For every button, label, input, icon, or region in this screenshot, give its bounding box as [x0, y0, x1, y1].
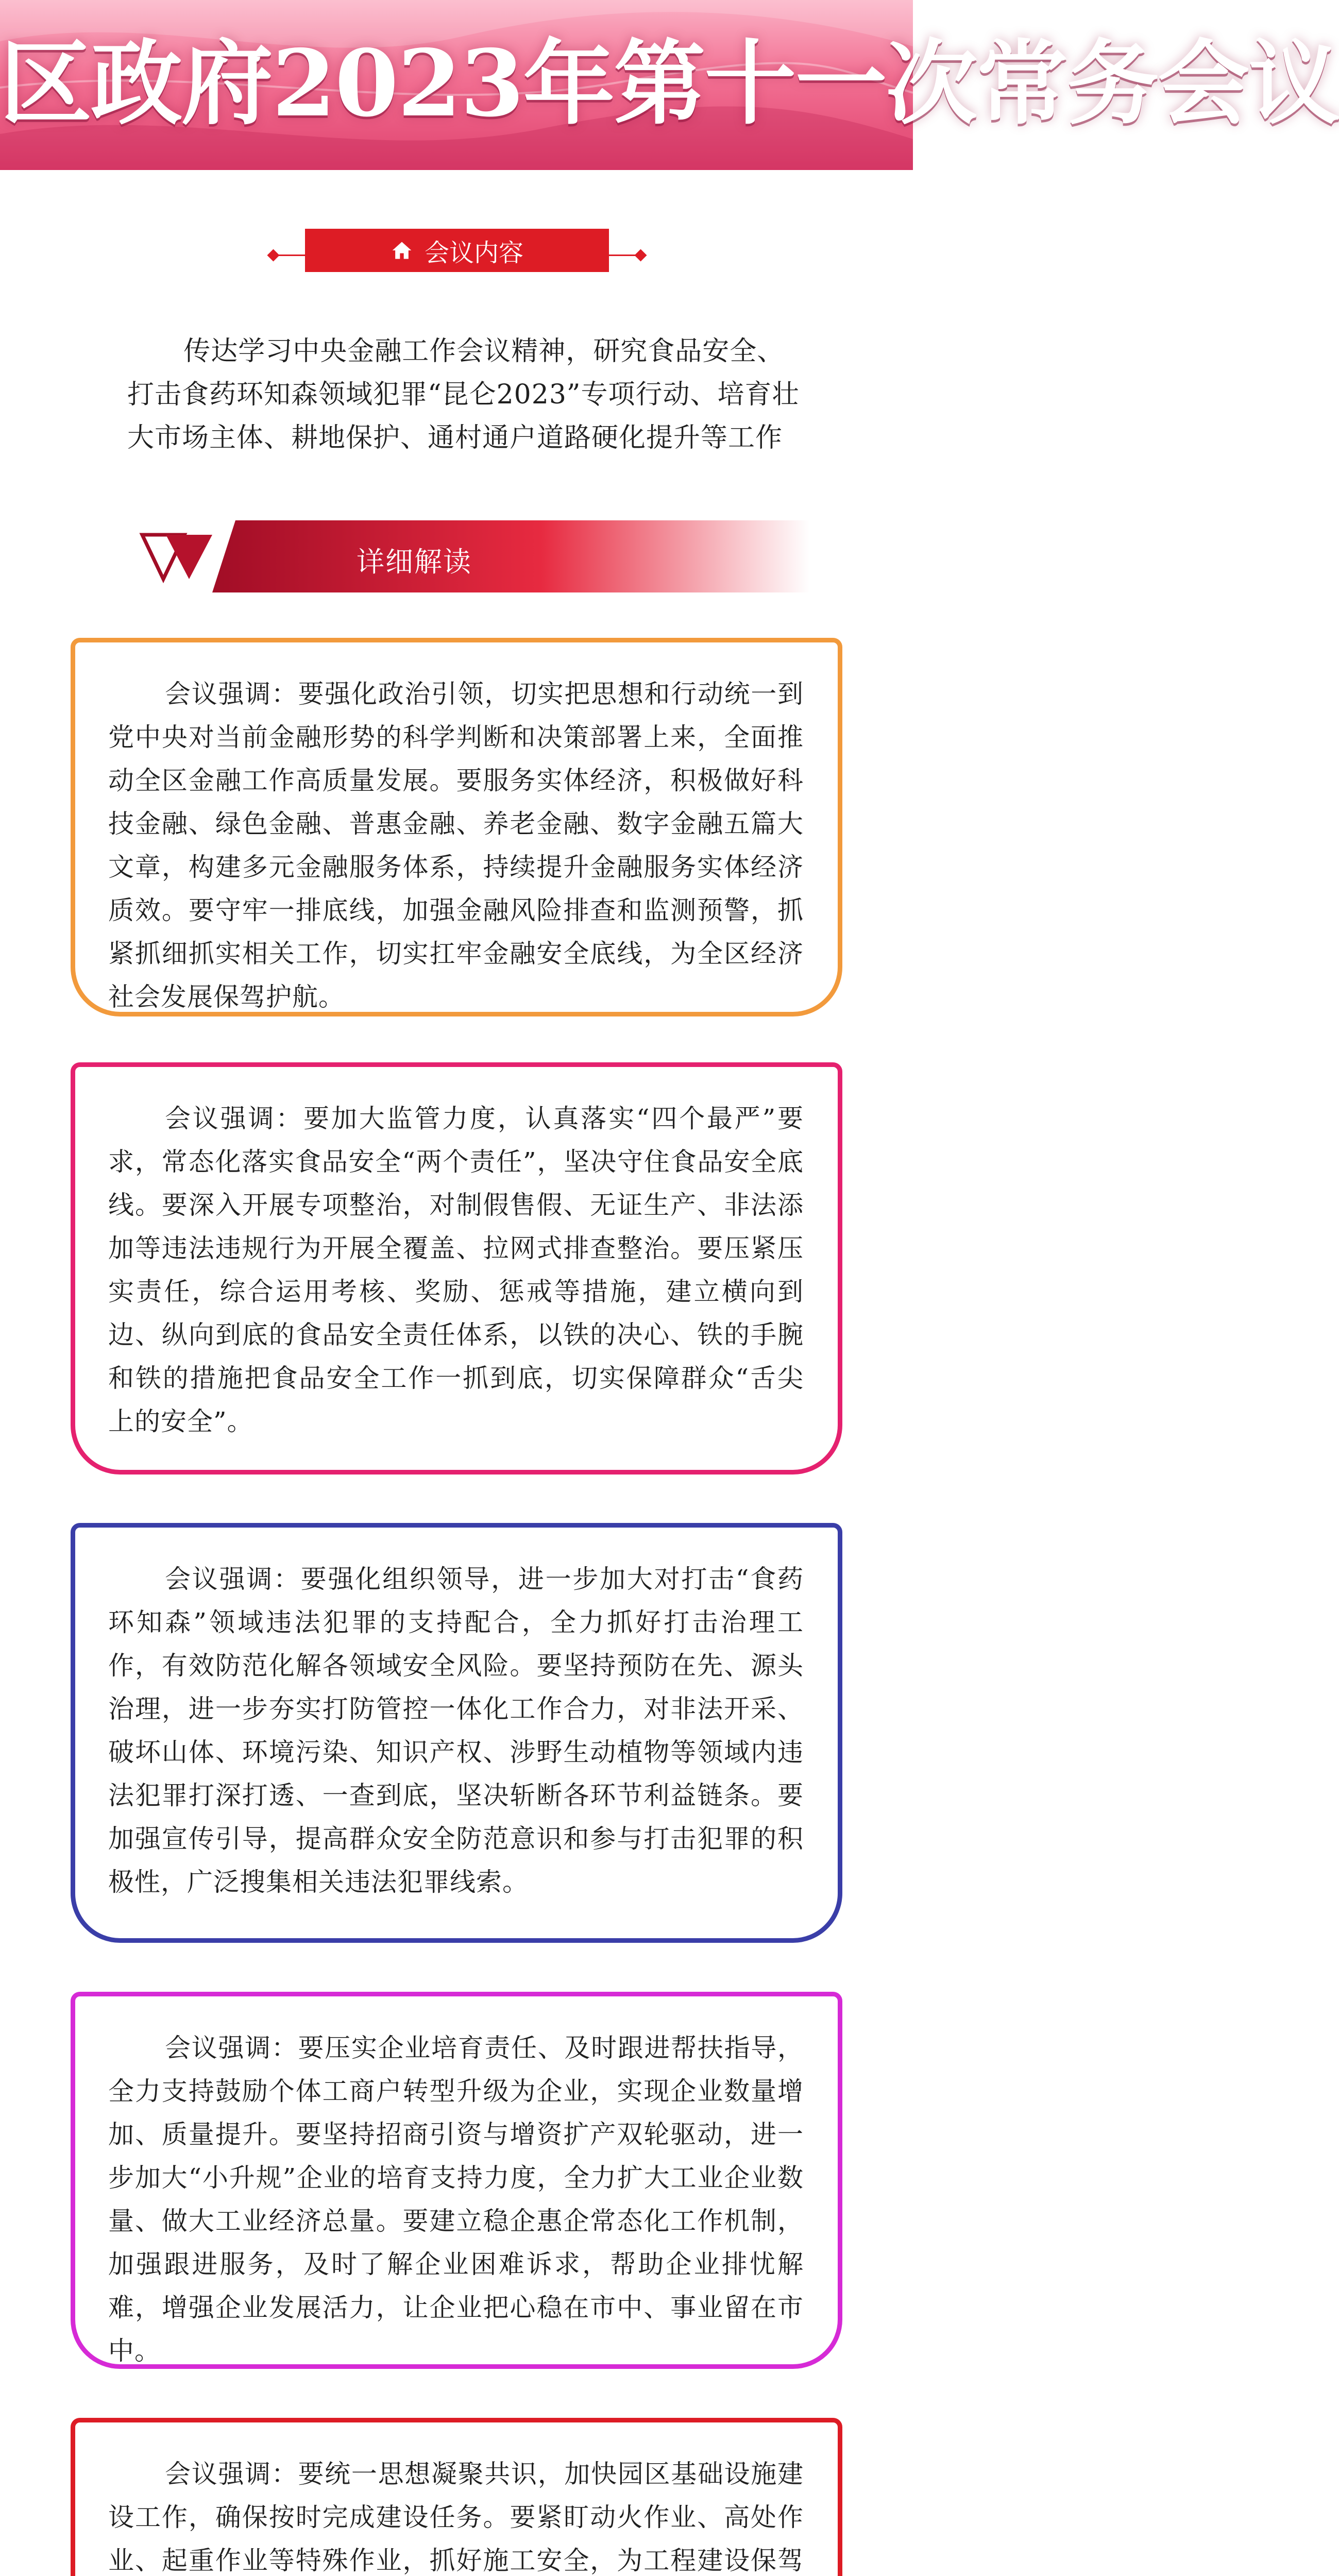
detail-card-crime-crackdown — [71, 1523, 842, 1943]
detail-card-park-construction — [71, 2418, 842, 2576]
card-text: 会议强调：要强化政治引领，切实把思想和行动统一到党中央对当前金融形势的科学判断和决策部署上来，全面推动全区金融工作高质量发展。要服务实体经济，积极做好科技金融、绿色金融、普惠金融、养老金融、数字金融五篇大文章，构建多元金融服务体系，持续提升金融服务实体经济质效。要守牢一排底线，加强金融风险排查和监测预警，抓紧抓细抓实相关工作，切实扛牢金融安全底线，为全区经济社会发展保驾护航。 — [108, 679, 804, 1012]
card-text: 会议强调：要强化组织领导，进一步加大对打击“食药环知森”领域违法犯罪的支持配合，全力抓好打击治理工作，有效防范化解各领域安全风险。要坚持预防在先、源头治理，进一步夯实打防管控一体化工作合力，对非法开采、破坏山体、环境污染、知识产权、涉野生动植物等领域内违法犯罪打深打透、一查到底，坚决斩断各环节利益链条。要加强宣传引导，提高群众安全防范意识和参与打击犯罪的积极性，广泛搜集相关违法犯罪线索。 — [108, 1564, 804, 1897]
section-header-label: 会议内容 — [424, 238, 523, 267]
detail-card-finance — [71, 638, 842, 1016]
card-text: 会议强调：要加大监管力度，认真落实“四个最严”要求，常态化落实食品安全“两个责任”，坚决守住食品安全底线。要深入开展专项整治，对制假售假、无证生产、非法添加等违法违规行为开展全覆盖、拉网式排查整治。要压紧压实责任，综合运用考核、奖励、惩戒等措施，建立横向到边、纵向到底的食品安全责任体系，以铁的决心、铁的手腕和铁的措施把食品安全工作一抓到底，切实保障群众“舌尖上的安全”。 — [108, 1104, 804, 1436]
section-header-meeting — [305, 229, 609, 272]
home-icon — [391, 239, 413, 262]
detail-header-bar — [212, 520, 810, 592]
page-title: 区政府2023年第十一次常务会议 — [0, 29, 1339, 137]
meeting-summary: 传达学习中央金融工作会议精神，研究食品安全、打击食药环知森领域犯罪“昆仑2023”专项行动、培育壮大市场主体、耕地保护、通村通户道路硬化提升等工作 — [127, 336, 800, 453]
detail-header-label: 详细解读 — [357, 546, 472, 578]
triangle-decoration-icon — [135, 530, 223, 586]
card-text: 会议强调：要统一思想凝聚共识，加快园区基础设施建设工作，确保按时完成建设任务。要紧盯动火作业、高处作业、起重作业等特殊作业，抓好施工安全，为工程建设保驾 — [108, 2459, 804, 2575]
detail-card-food-safety — [71, 1062, 842, 1475]
card-text: 会议强调：要压实企业培育责任、及时跟进帮扶指导，全力支持鼓励个体工商户转型升级为企业，实现企业数量增加、质量提升。要坚持招商引资与增资扩产双轮驱动，进一步加大“小升规”企业的培育支持力度，全力扩大工业企业数量、做大工业经济总量。要建立稳企惠企常态化工作机制，加强跟进服务，及时了解企业困难诉求，帮助企业排忧解难，增强企业发展活力，让企业把心稳在市中、事业留在市中。 — [108, 2033, 804, 2366]
section-header-detail — [135, 520, 810, 592]
title-banner — [0, 0, 1339, 170]
detail-card-enterprise — [71, 1992, 842, 2369]
